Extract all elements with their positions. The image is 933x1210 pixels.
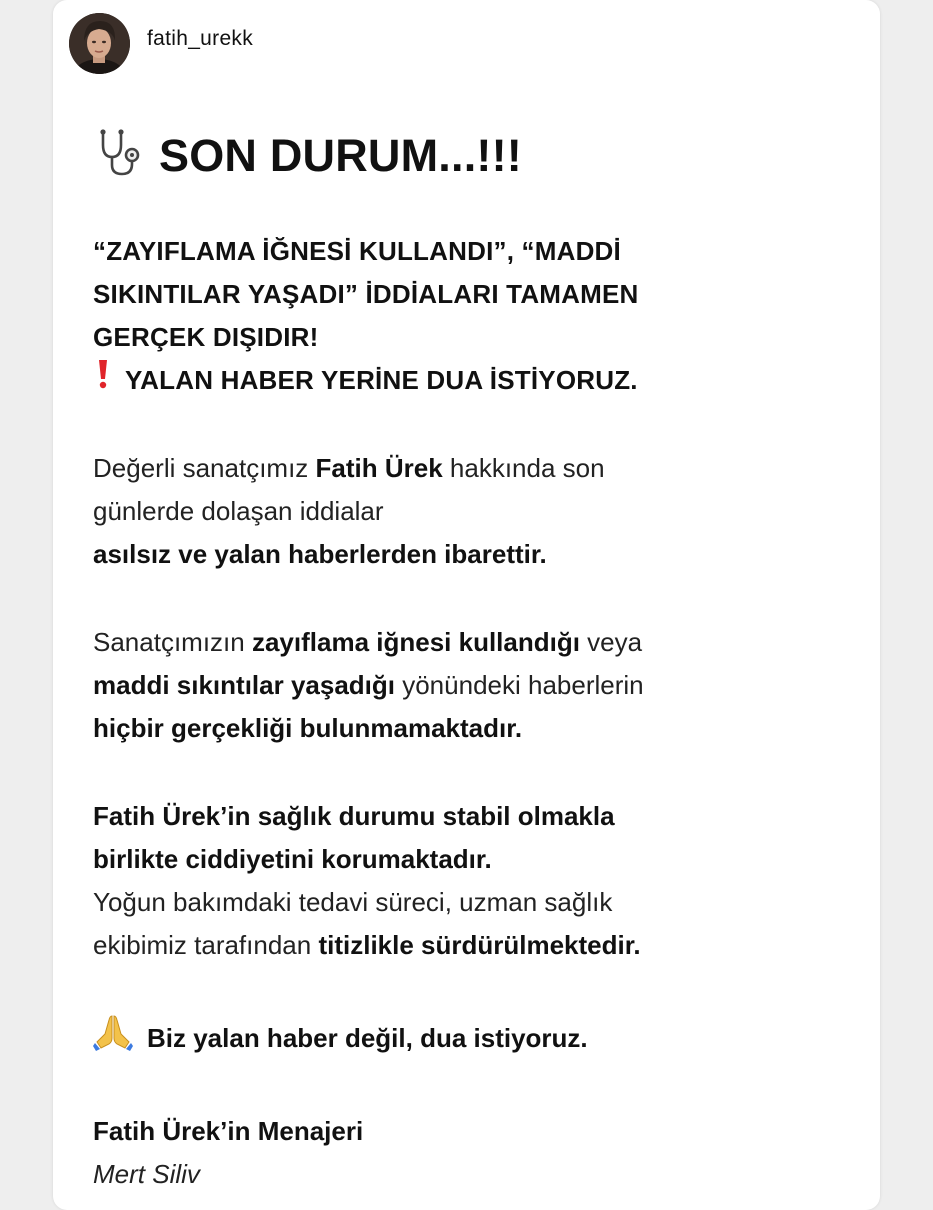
- text-span-bold: asılsız ve yalan haberlerden ibarettir.: [93, 539, 547, 569]
- avatar[interactable]: [69, 13, 130, 74]
- stethoscope-icon: [93, 127, 145, 190]
- post-caption: [93, 120, 853, 1196]
- text-span-bold: hiçbir gerçekliği bulunmamaktadır.: [93, 713, 523, 743]
- text-span-bold: titizlikle sürdürülmektedir.: [318, 930, 641, 960]
- exclamation-icon: [97, 359, 109, 402]
- headline: [93, 230, 853, 402]
- text-span: hakkında son: [442, 453, 605, 483]
- paragraph-2: [93, 621, 853, 750]
- text-span-bold: maddi sıkıntılar yaşadığı: [93, 670, 395, 700]
- prayer-text: Biz yalan haber değil, dua istiyoruz.: [147, 1023, 588, 1053]
- praying-hands-icon: [93, 1012, 133, 1065]
- text-span: yönündeki haberlerin: [395, 670, 644, 700]
- text-span: Yoğun bakımdaki tedavi süreci, uzman sağlık: [93, 887, 613, 917]
- profile-photo-icon: [69, 13, 130, 74]
- text-span: günlerde dolaşan iddialar: [93, 496, 384, 526]
- post-header: [69, 12, 253, 74]
- text-span: Değerli sanatçımız: [93, 453, 316, 483]
- paragraph-3: [93, 795, 853, 967]
- text-span-bold: Fatih Ürek’in sağlık durumu stabil olmakla: [93, 801, 615, 831]
- post-title: [93, 120, 853, 192]
- headline-line: SIKINTILAR YAŞADI” İDDİALARI TAMAMEN: [93, 279, 639, 309]
- text-span: Sanatçımızın: [93, 627, 252, 657]
- headline-alert-line: [93, 359, 853, 402]
- text-span: veya: [579, 627, 643, 657]
- prayer-line: [93, 1012, 853, 1065]
- signature-role: Fatih Ürek’in Menajeri: [93, 1116, 364, 1146]
- username[interactable]: fatih_urekk: [147, 27, 254, 50]
- signature-name: Mert Siliv: [93, 1159, 200, 1189]
- signature: [93, 1110, 853, 1196]
- headline-line: GERÇEK DIŞIDIR!: [93, 322, 319, 352]
- text-span: ekibimiz tarafından: [93, 930, 319, 960]
- paragraph-1: [93, 447, 853, 576]
- text-span-bold: Fatih Ürek: [315, 453, 443, 483]
- post-card: [53, 0, 880, 1210]
- headline-line: “ZAYIFLAMA İĞNESİ KULLANDI”, “MADDİ: [93, 236, 621, 266]
- text-span-bold: zayıflama iğnesi kullandığı: [251, 627, 580, 657]
- text-span-bold: birlikte ciddiyetini korumaktadır.: [93, 844, 492, 874]
- headline-line: YALAN HABER YERİNE DUA İSTİYORUZ.: [125, 365, 638, 395]
- title-text: SON DURUM...!!!: [159, 130, 522, 181]
